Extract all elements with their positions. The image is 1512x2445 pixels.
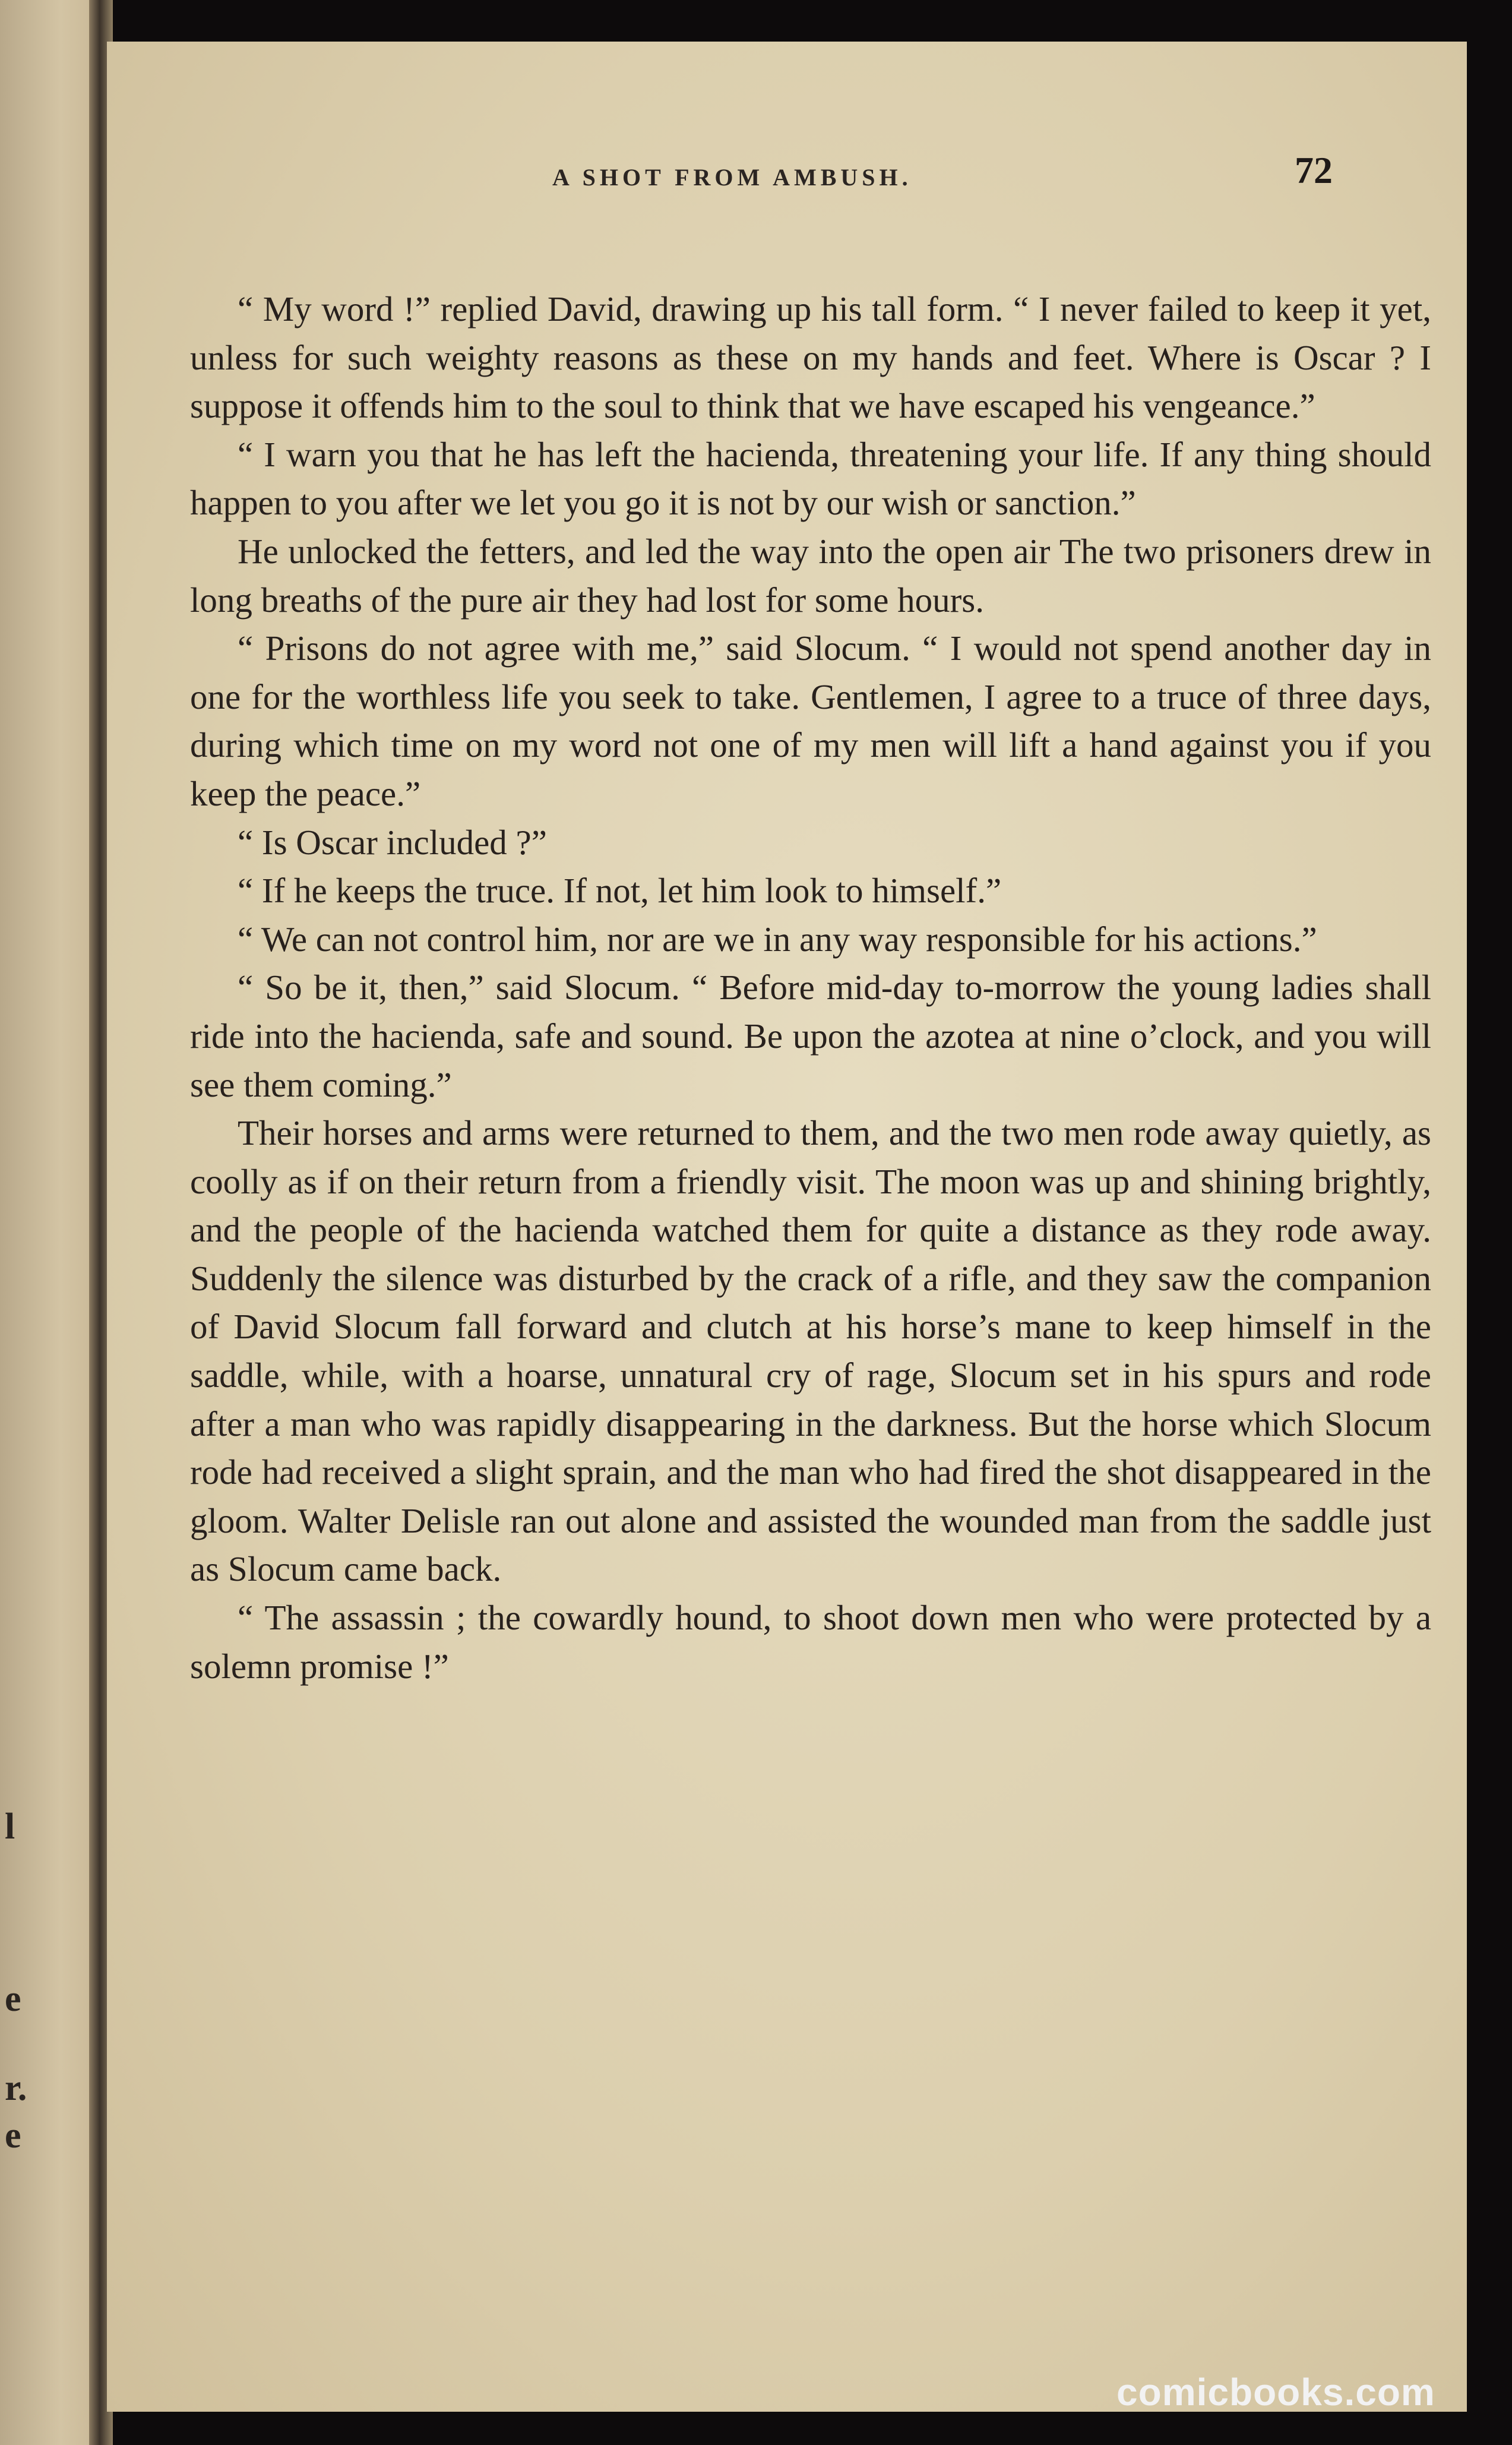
- paragraph: “ Prisons do not agree with me,” said Slocum. “ I would not spend another day in one for the worthless life you seek to take. Gentlemen, I agree to a truce of three days, during which time on my word not one of my men will lift a hand against you if you keep the peace.”: [190, 628, 1431, 813]
- facing-page-fragment: e: [5, 2115, 21, 2156]
- paragraph: He unlocked the fetters, and led the way into the open air The two prisoners drew in long breaths of the pure air they had lost for some hours.: [190, 531, 1431, 620]
- facing-page-fragment: e: [5, 1979, 21, 2019]
- site-watermark: comicbooks.com: [1116, 2371, 1435, 2414]
- paragraph: “ The assassin ; the cowardly hound, to shoot down men who were protected by a solemn promise !”: [190, 1598, 1431, 1686]
- facing-page-fragment: l: [5, 1806, 15, 1847]
- paragraph: “ Is Oscar included ?”: [238, 822, 547, 862]
- facing-page-edge: [0, 0, 101, 2445]
- paragraph: Their horses and arms were returned to them, and the two men rode away quietly, as coolly as if on their return from a friendly visit. The moon was up and shining brightly, and the people of the hacienda watched them for quite a distance as they rode away. Suddenly the silence was disturbed by the crack of a rifle, and they saw the companion of David Slocum fall forward and clutch at his horse’s mane to keep himself in the saddle, while, with a hoarse, unnatural cry of rage, Slocum set in his spurs and rode after a man who was rapidly disappearing in the darkness. But the horse which Slocum rode had received a slight sprain, and the man who had fired the shot disappeared in the gloom. Walter Delisle ran out alone and assisted the wounded man from the saddle just as Slocum came back.: [190, 1113, 1431, 1589]
- page-body: [190, 285, 1431, 1691]
- paragraph: “ We can not control him, nor are we in any way responsible for his actions.”: [238, 919, 1317, 959]
- page-number: 72: [1295, 149, 1333, 191]
- paragraph: “ So be it, then,” said Slocum. “ Before mid-day to-morrow the young ladies shall ride into the hacienda, safe and sound. Be upon the azotea at nine o’clock, and you will see them coming.”: [190, 968, 1431, 1104]
- paragraph: “ If he keeps the truce. If not, let him look to himself.”: [238, 871, 1002, 911]
- facing-page-fragment: r.: [5, 2068, 27, 2108]
- paragraph: “ My word !” replied David, drawing up his tall form. “ I never failed to keep it yet, unless for such weighty reasons as these on my hands and feet. Where is Oscar ? I suppose it offends him to the soul to think that we have escaped his vengeance.”: [190, 289, 1431, 426]
- running-head: A SHOT FROM AMBUSH.: [552, 164, 912, 191]
- paragraph: “ I warn you that he has left the hacienda, threatening your life. If any thing should happen to you after we let you go it is not by our wish or sanction.”: [190, 434, 1431, 523]
- book-page: [107, 42, 1467, 2412]
